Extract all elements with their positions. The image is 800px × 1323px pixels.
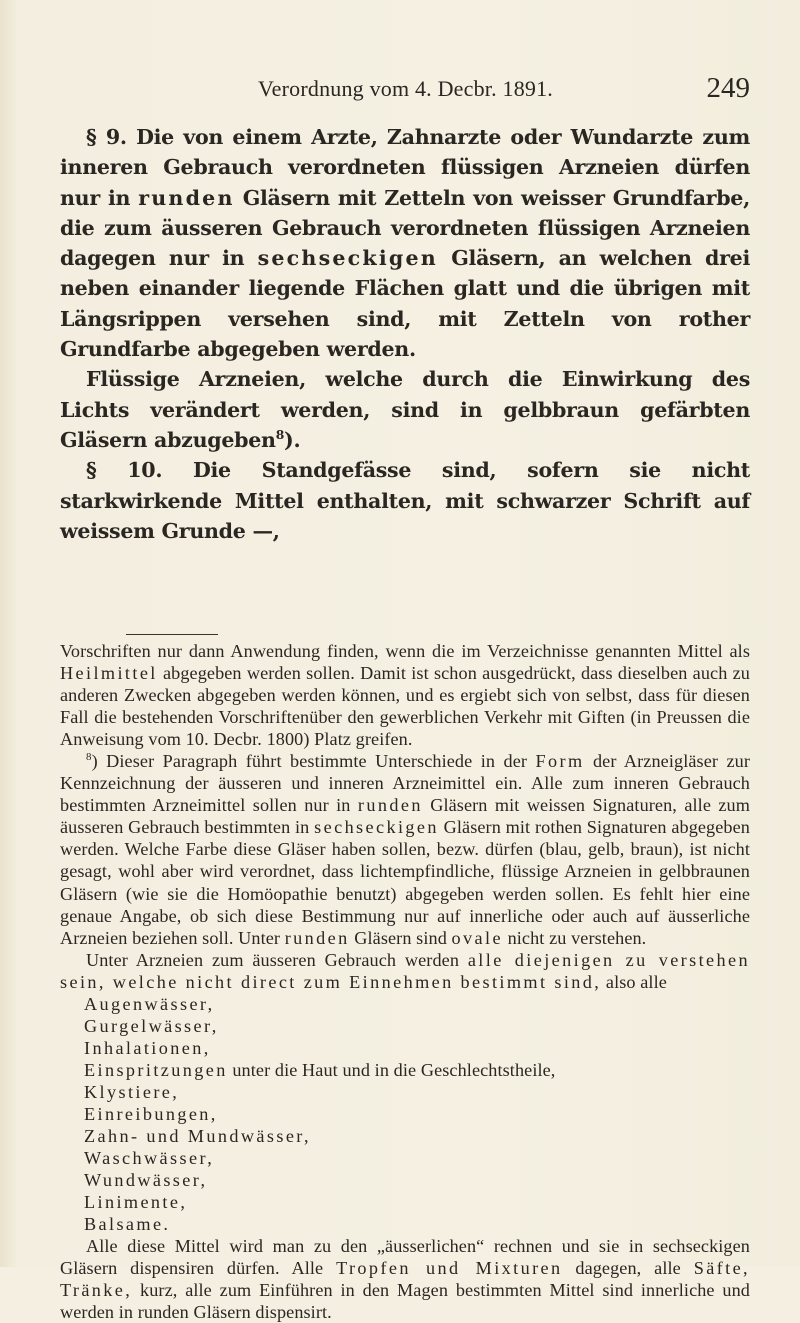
list-item: Zahn- und Mundwässer, [84, 1126, 311, 1147]
text-run: ). [284, 427, 301, 452]
text-run: § 9. Die von einem Arzte, Zahnarzte oder Wundarzte zum inneren Gebrauch verordneten flüssigen Arzneien dürfen nur in [60, 125, 750, 210]
footnote-marker: 8 [86, 751, 92, 764]
text-run: abgegeben werden sollen. Damit ist schon ausgedrückt, dass dieselben auch zu anderen Zwecken abgegeben werden können, und es ergiebt sich von selbst, dass für diesen Fall die bestehenden Vorschriftenüber den gewerblichen Verkehr mit Giften (in Preussen die Anweisung vom 10. Decbr. 1800) Platz greifen. [60, 663, 750, 750]
list-item: Waschwässer, [84, 1148, 215, 1169]
text-run: Alle diese Mittel wird man zu den „äusserlichen“ rechnen und sie in sechseckigen Gläsern dispensiren dürfen. Alle [60, 1236, 750, 1279]
external-remedies-list [60, 993, 750, 1236]
spaced-emphasis: alle diejenigen zu verstehen sein, welche nicht direct zum Einnehmen bestimmt sind, [60, 949, 750, 992]
paragraph-10: § 10. Die Standgefässe sind, sofern sie nicht starkwirkende Mittel enthalten, mit schwarzer Schrift auf weissem Grunde —, [60, 458, 750, 543]
text-run: Unter Arzneien zum äusseren Gebrauch werden [86, 949, 468, 970]
spaced-emphasis: runden [138, 185, 235, 210]
footnote-separator [126, 634, 218, 635]
footnote-8 [60, 750, 750, 948]
text-run: Gläsern mit rothen Signaturen abgegeben werden. Welche Farbe diese Gläser haben sollen, bezw. dürfen (blau, gelb, braun), ist nicht gesagt, wohl aber wird verordnet, dass lichtempfindliche, flüssige Arzneien in gelbbraunen Gläsern (wie sie die Homöopathie benutzt) abgegeben werden sollen. Es fehlt hier eine genaue Angabe, ob sich diese Bestimmung nur auf innerliche oder auch auf äusserliche Arzneien beziehen soll. Unter [60, 817, 750, 948]
list-item: Einreibungen, [84, 1103, 218, 1124]
spaced-emphasis: sechseckigen [257, 246, 438, 271]
spaced-emphasis: ovale [451, 927, 503, 948]
list-item: Linimente, [84, 1192, 188, 1213]
footnote-external-use [60, 949, 750, 993]
list-item [84, 1059, 750, 1081]
page-number: 249 [706, 72, 750, 104]
running-head: Verordnung vom 4. Decbr. 1891. [258, 76, 554, 101]
text-run: Gläsern, an welchen drei neben einander liegende Flächen glatt und die übrigen mit Längsrippen versehen sind, mit Zetteln von rother Grundfarbe abgegeben werden. [60, 246, 750, 362]
text-run: Gläsern mit weissen Signaturen, alle zum äusseren Gebrauch bestimmten in [60, 795, 750, 838]
footnotes [60, 640, 750, 1323]
spaced-emphasis: runden [357, 795, 423, 816]
paragraph-9 [60, 122, 750, 364]
spaced-emphasis: Einspritzungen [84, 1059, 228, 1080]
footnote-reference: 8 [275, 427, 285, 443]
text-run: Gläsern sind [349, 927, 452, 948]
text-run: also alle [601, 971, 667, 992]
text-run: nicht zu verstehen. [502, 927, 647, 948]
list-item: Augenwässer, [84, 993, 215, 1014]
spaced-emphasis: runden [284, 927, 350, 948]
text-run: dagegen, alle [562, 1258, 694, 1279]
spaced-emphasis: sechseckigen [314, 817, 439, 838]
text-run: Gläsern mit Zetteln von weisser Grundfarbe, die zum äusseren Gebrauch verordneten flüssigen Arzneien dagegen nur in [60, 185, 750, 271]
list-item: Inhalationen, [84, 1037, 211, 1058]
text-run: ) Dieser Paragraph führt bestimmte Unterschiede in der [91, 751, 536, 772]
page-header [60, 72, 750, 108]
list-item: Klystiere, [84, 1081, 180, 1102]
text-run: der Arzneigläser zur Kennzeichnung der äusseren und inneren Arzneimittel ein. Alle zum inneren Gebrauch bestimmten Arzneimittel sollen nur in [60, 751, 750, 816]
footnote-continuation [60, 640, 750, 750]
text-run: Vorschriften nur dann Anwendung finden, wenn die im Verzeichnisse genannten Mittel als [60, 641, 750, 661]
list-item: Wundwässer, [84, 1170, 208, 1191]
spaced-emphasis: Säfte, Tränke, [60, 1258, 751, 1301]
paragraph-fluessige-arzneien [60, 364, 750, 455]
text-run: Flüssige Arzneien, welche durch die Einwirkung des Lichts verändert werden, sind in gelbbraun gefärbten Gläsern abzugeben [60, 367, 750, 452]
footnote-conclusion [60, 1235, 750, 1323]
spaced-emphasis: Heilmittel [60, 663, 158, 684]
spaced-emphasis: Form [535, 751, 585, 772]
spaced-emphasis: Tropfen und Mixturen [336, 1258, 563, 1279]
text-run: unter die Haut und in die Geschlechtstheile, [227, 1059, 556, 1080]
main-text [60, 122, 750, 546]
list-item: Gurgelwässer, [84, 1015, 219, 1036]
text-run: kurz, alle zum Einführen in den Magen bestimmten Mittel sind innerliche und werden in runden Gläsern dispensirt. [60, 1280, 750, 1323]
list-item: Balsame. [84, 1214, 171, 1235]
